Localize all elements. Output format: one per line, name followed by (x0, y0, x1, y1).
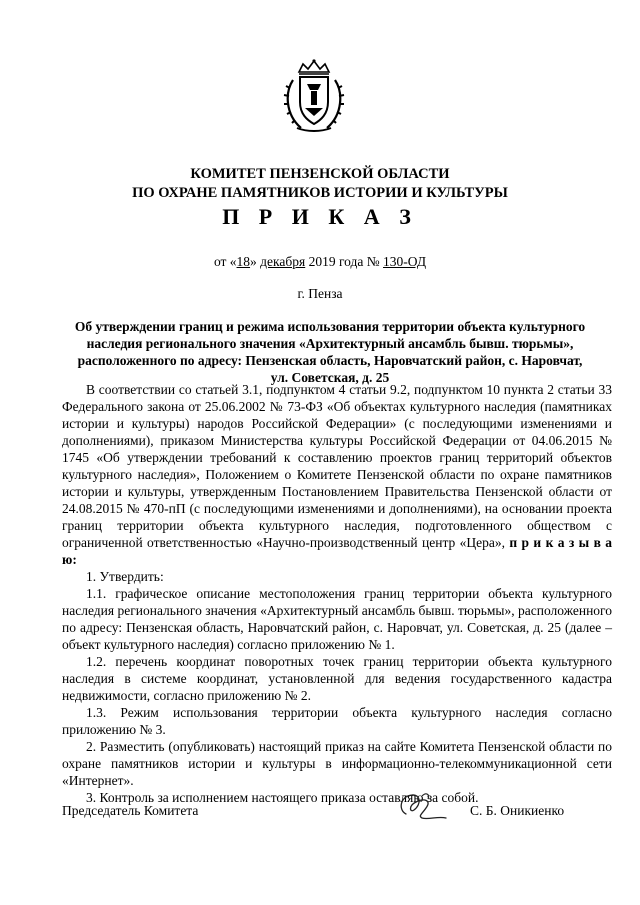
date-year: 2019 года № (305, 254, 384, 269)
paragraph-preamble (62, 381, 612, 568)
order-date-line (0, 254, 640, 270)
paragraph-1-2: 1.2. перечень координат поворотных точек границ территории объекта культурного наследия в системе координат, установленной для ведения государственного кадастра недвижимости, согласно приложению № 2. (62, 654, 612, 703)
city: г. Пенза (297, 286, 343, 301)
org-line-1: КОМИТЕТ ПЕНЗЕНСКОЙ ОБЛАСТИ (190, 166, 450, 182)
date-day: 18 (236, 254, 251, 269)
order-title: П Р И К А З (222, 204, 418, 229)
order-directive: п р и к а з ы в а ю: (62, 535, 612, 567)
signature-label: Председатель Комитета (62, 803, 199, 818)
date-mid: » (250, 254, 261, 269)
paragraph-3: 3. Контроль за исполнением настоящего приказа оставляю за собой. (86, 790, 479, 805)
coat-of-arms-icon (281, 58, 347, 134)
paragraph-1-3: 1.3. Режим использования территории объекта культурного наследия согласно приложению № 3. (62, 705, 612, 737)
paragraph-2: 2. Разместить (опубликовать) настоящий приказ на сайте Комитета Пензенской области по охране памятников истории и культуры в информационно-телекоммуникационной сети «Интернет». (62, 739, 612, 788)
paragraph-1: 1. Утвердить: (86, 569, 164, 584)
date-prefix: от « (213, 254, 237, 269)
date-month: декабря (260, 254, 306, 269)
organization-name (0, 165, 640, 203)
paragraph-1-1: 1.1. графическое описание местоположения границ территории объекта культурного наследия регионального значения «Архитектурный ансамбль бывш. тюрьмы», расположенного по адресу: Пензенская область, Наровчатский район, с. Наровчат, ул. Советская, д. 25 (далее – объект культурного наследия) согласно приложению № 1. (62, 586, 612, 652)
org-line-2: ПО ОХРАНЕ ПАМЯТНИКОВ ИСТОРИИ И КУЛЬТУРЫ (132, 185, 508, 201)
subject-line-1: Об утверждении границ и режима использования территории объекта культурного (74, 319, 586, 334)
handwritten-signature (392, 790, 458, 824)
order-body (62, 381, 612, 806)
order-subject (62, 318, 598, 386)
subject-line-4: ул. Советская, д. 25 (270, 370, 390, 385)
order-number: 130-ОД (383, 254, 427, 269)
signer-name: С. Б. Оникиенко (470, 803, 565, 818)
subject-line-3: расположенного по адресу: Пензенская область, Наровчатский район, с. Наровчат, (77, 353, 583, 368)
preamble-text: В соответствии со статьей 3.1, подпунктом 4 статьи 9.2, подпунктом 10 пункта 2 статьи 33 Федерального закона от 25.06.2002 № 73-ФЗ «Об объектах культурного наследия (памятниках истории и культуры) народов Российской Федерации» (с последующими изменениями и дополнениями), приказом Министерства культуры Российской Федерации от 04.06.2015 № 1745 «Об утверждении требований к составлению проектов границ территорий объектов культурного наследия», Положением о Комитете Пензенской области по охране памятников истории и культуры, утвержденным Постановлением Правительства Пензенской области от 24.08.2015 № 470-пП (с последующими изменениями и дополнениями), на основании проекта границ территории объекта культурного наследия, подготовленного обществом с ограниченной ответственностью «Научно-производственный центр «Цера», (62, 382, 612, 550)
subject-line-2: наследия регионального значения «Архитектурный ансамбль бывш. тюрьмы», (86, 336, 574, 351)
